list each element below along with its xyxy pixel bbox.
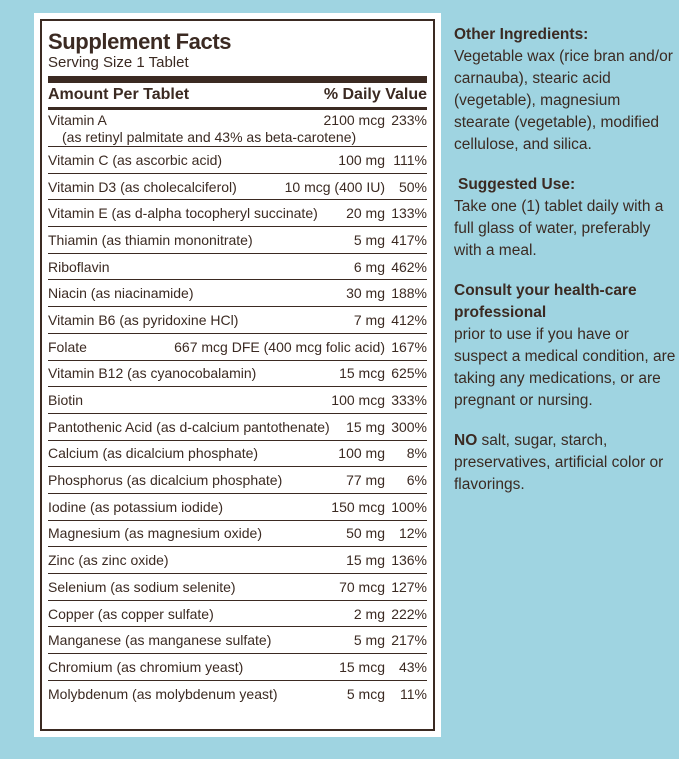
nutrient-name: Magnesium (as magnesium oxide) — [48, 525, 262, 542]
nutrient-daily-value: 188% — [391, 285, 427, 302]
nutrient-name: Vitamin D3 (as cholecalciferol) — [48, 178, 237, 195]
header-amount: Amount Per Tablet — [48, 86, 190, 103]
nutrient-daily-value: 167% — [391, 338, 427, 355]
nutrient-amount: 77 mg — [346, 472, 385, 489]
no-additives — [454, 430, 676, 496]
nutrient-name: Folate — [48, 338, 87, 355]
nutrient-name: Biotin — [48, 392, 84, 409]
nutrient-daily-value: 12% — [398, 525, 427, 542]
nutrient-name: Vitamin C (as ascorbic acid) — [48, 151, 223, 168]
table-row — [48, 521, 427, 548]
nutrient-daily-value: 50% — [398, 178, 427, 195]
table-row — [48, 200, 427, 227]
nutrient-amount: 50 mg — [346, 525, 385, 542]
table-row — [48, 280, 427, 307]
table-row — [48, 681, 427, 708]
table-row — [48, 627, 427, 654]
serving-size: Serving Size 1 Tablet — [48, 54, 189, 71]
nutrient-amount: 10 mcg (400 IU) — [284, 178, 385, 195]
other-ingredients-text: Vegetable wax (rice bran and/or carnauba), stearic acid (vegetable), magnesium stearate (vegetable), modified cellulose, and silica. — [454, 48, 673, 153]
nutrient-daily-value: 222% — [391, 605, 427, 622]
nutrient-daily-value: 333% — [391, 392, 427, 409]
table-row — [48, 601, 427, 628]
supplement-facts-box — [40, 19, 435, 731]
table-row — [48, 494, 427, 521]
no-additives-text: salt, sugar, starch, preservatives, artificial color or flavorings. — [454, 432, 664, 493]
nutrient-name: Vitamin A — [48, 112, 107, 128]
nutrient-amount: 2 mg — [353, 605, 385, 622]
nutrient-daily-value: 300% — [391, 418, 427, 435]
other-ingredients — [454, 24, 676, 156]
table-header — [48, 83, 427, 110]
table-row — [48, 147, 427, 174]
nutrient-daily-value: 8% — [406, 445, 427, 462]
table-row — [48, 110, 427, 147]
nutrient-amount: 6 mg — [353, 258, 385, 275]
no-label: NO — [454, 432, 478, 449]
nutrient-amount: 5 mg — [353, 231, 385, 248]
suggested-use-text: Take one (1) tablet daily with a full glass of water, preferably with a meal. — [454, 198, 664, 259]
nutrient-daily-value: 412% — [391, 311, 427, 328]
thick-divider — [48, 76, 427, 83]
table-row — [48, 441, 427, 468]
table-row — [48, 654, 427, 681]
nutrient-daily-value: 100% — [391, 498, 427, 515]
suggested-use-title: Suggested Use: — [458, 176, 576, 193]
nutrient-name: Thiamin (as thiamin mononitrate) — [48, 231, 253, 248]
table-row — [48, 574, 427, 601]
nutrient-amount: 5 mg — [353, 632, 385, 649]
nutrient-table — [48, 110, 427, 707]
nutrient-note: (as retinyl palmitate and 43% as beta-carotene) — [62, 129, 357, 145]
table-row — [48, 387, 427, 414]
nutrient-daily-value: 462% — [391, 258, 427, 275]
nutrient-amount: 100 mg — [338, 151, 385, 168]
table-row — [48, 547, 427, 574]
nutrient-amount: 2100 mcg — [323, 112, 385, 128]
other-ingredients-title: Other Ingredients: — [454, 26, 589, 43]
nutrient-amount: 70 mcg — [339, 578, 385, 595]
nutrient-name: Pantothenic Acid (as d-calcium pantothenate) — [48, 418, 330, 435]
side-info — [454, 24, 676, 514]
table-row — [48, 361, 427, 388]
nutrient-name: Niacin (as niacinamide) — [48, 285, 194, 302]
table-row — [48, 414, 427, 441]
nutrient-name: Manganese (as manganese sulfate) — [48, 632, 272, 649]
header-daily-value: % Daily Value — [323, 86, 427, 103]
nutrient-daily-value: 625% — [391, 365, 427, 382]
consult-title: Consult your health-care professional — [454, 282, 637, 321]
nutrient-daily-value: 43% — [398, 658, 427, 675]
nutrient-daily-value: 136% — [391, 552, 427, 569]
nutrient-daily-value: 127% — [391, 578, 427, 595]
nutrient-name: Vitamin B6 (as pyridoxine HCl) — [48, 311, 239, 328]
nutrient-name: Zinc (as zinc oxide) — [48, 552, 169, 569]
suggested-use — [454, 174, 676, 262]
facts-title: Supplement Facts — [48, 29, 232, 54]
nutrient-name: Molybdenum (as molybdenum yeast) — [48, 686, 278, 703]
nutrient-name: Iodine (as potassium iodide) — [48, 498, 224, 515]
consult-text: prior to use if you have or suspect a medical condition, are taking any medications, or are pregnant or nursing. — [454, 326, 676, 409]
nutrient-daily-value: 6% — [406, 472, 427, 489]
nutrient-daily-value: 417% — [391, 231, 427, 248]
table-row — [48, 174, 427, 201]
nutrient-amount: 15 mg — [346, 552, 385, 569]
nutrient-name: Vitamin B12 (as cyanocobalamin) — [48, 365, 257, 382]
nutrient-amount: 7 mg — [353, 311, 385, 328]
nutrient-name: Vitamin E (as d-alpha tocopheryl succinate) — [48, 205, 318, 222]
table-row — [48, 227, 427, 254]
nutrient-amount: 150 mcg — [331, 498, 385, 515]
table-row — [48, 467, 427, 494]
table-row — [48, 254, 427, 281]
nutrient-amount: 15 mcg — [339, 365, 385, 382]
nutrient-amount: 15 mcg — [339, 658, 385, 675]
nutrient-amount: 100 mg — [338, 445, 385, 462]
consult-section — [454, 280, 676, 412]
supplement-facts-panel — [34, 13, 441, 737]
nutrient-amount: 20 mg — [346, 205, 385, 222]
nutrient-daily-value: 111% — [393, 151, 427, 168]
nutrient-name: Phosphorus (as dicalcium phosphate) — [48, 472, 283, 489]
nutrient-name: Selenium (as sodium selenite) — [48, 578, 236, 595]
nutrient-amount: 15 mg — [346, 418, 385, 435]
nutrient-amount: 667 mcg DFE (400 mcg folic acid) — [174, 338, 385, 355]
nutrient-daily-value: 233% — [391, 112, 427, 128]
nutrient-amount: 5 mcg — [346, 686, 385, 703]
table-row — [48, 307, 427, 334]
nutrient-name: Riboflavin — [48, 258, 110, 275]
nutrient-amount: 30 mg — [346, 285, 385, 302]
nutrient-daily-value: 217% — [391, 632, 427, 649]
table-row — [48, 334, 427, 361]
nutrient-name: Calcium (as dicalcium phosphate) — [48, 445, 259, 462]
nutrient-amount: 100 mcg — [331, 392, 385, 409]
nutrient-name: Chromium (as chromium yeast) — [48, 658, 244, 675]
nutrient-daily-value: 133% — [391, 205, 427, 222]
nutrient-daily-value: 11% — [400, 686, 427, 703]
nutrient-name: Copper (as copper sulfate) — [48, 605, 214, 622]
